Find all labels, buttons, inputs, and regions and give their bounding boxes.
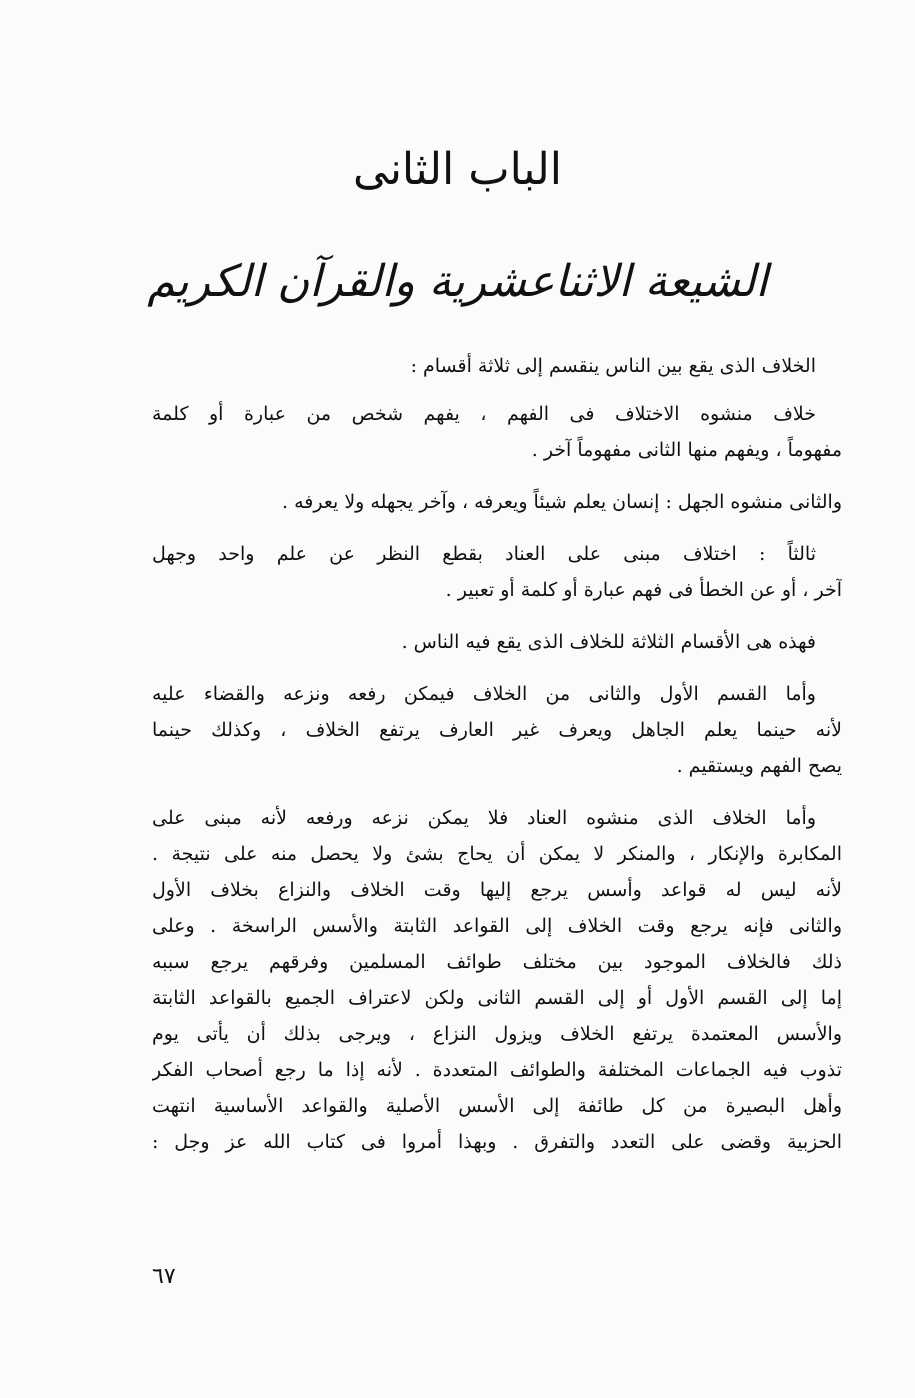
- text-line: الخلاف الذى يقع بين الناس ينقسم إلى ثلاثة أقسام :: [410, 355, 816, 377]
- text-line: تذوب فيه الجماعات المختلفة والطوائف المتعددة . لأنه إذا ما رجع أصحاب الفكر: [152, 1059, 842, 1081]
- body-text: [152, 348, 842, 1160]
- page-number: ٦٧: [152, 1264, 176, 1289]
- text-line: ذلك فالخلاف الموجود بين مختلف طوائف المسلمين وفرقهم يرجع سببه: [152, 951, 842, 973]
- paragraph: [152, 800, 842, 1160]
- paragraph: [152, 624, 842, 660]
- text-line: المكابرة والإنكار ، والمنكر لا يمكن أن يحاج بشئ ولا يحصل منه على نتيجة .: [152, 843, 842, 865]
- text-line: وأهل البصيرة من كل طائفة إلى الأسس الأصلية والقواعد الأساسية انتهت: [152, 1095, 842, 1117]
- text-line: وأما القسم الأول والثانى من الخلاف فيمكن رفعه ونزعه والقضاء عليه: [152, 683, 816, 705]
- text-line: لأنه ليس له قواعد وأسس يرجع إليها وقت الخلاف والنزاع بخلاف الأول: [152, 879, 842, 901]
- text-line: وأما الخلاف الذى منشوه العناد فلا يمكن نزعه ورفعه لأنه مبنى على: [152, 807, 816, 829]
- paragraph: [152, 676, 842, 784]
- paragraph: [152, 484, 842, 520]
- text-line: لأنه حينما يعلم الجاهل ويعرف غير العارف يرتفع الخلاف ، وكذلك حينما: [152, 719, 842, 741]
- text-line: والأسس المعتمدة يرتفع الخلاف ويزول النزاع ، ويرجى بذلك أن يأتى يوم: [152, 1023, 842, 1045]
- text-line: والثانى فإنه يرجع وقت الخلاف إلى القواعد الثابتة والأسس الراسخة . وعلى: [152, 915, 842, 937]
- text-line: فهذه هى الأقسام الثلاثة للخلاف الذى يقع فيه الناس .: [401, 631, 816, 653]
- text-line: آخر ، أو عن الخطأ فى فهم عبارة أو كلمة أو تعبير .: [445, 579, 842, 601]
- text-line: الحزبية وقضى على التعدد والتفرق . وبهذا أمروا فى كتاب الله عز وجل :: [152, 1131, 842, 1153]
- text-line: ثالثاً : اختلاف مبنى على العناد بقطع النظر عن علم واحد وجهل: [152, 543, 816, 565]
- text-line: يصح الفهم ويستقيم .: [676, 755, 842, 777]
- paragraph: [152, 348, 842, 384]
- text-line: والثانى منشوه الجهل : إنسان يعلم شيئاً ويعرفه ، وآخر يجهله ولا يعرفه .: [282, 491, 842, 513]
- text-line: خلاف منشوه الاختلاف فى الفهم ، يفهم شخص من عبارة أو كلمة: [152, 403, 816, 425]
- text-line: إما إلى القسم الأول أو إلى القسم الثانى ولكن لاعتراف الجميع بالقواعد الثابتة: [152, 987, 842, 1009]
- paragraph: [152, 396, 842, 468]
- text-line: مفهوماً ، ويفهم منها الثانى مفهوماً آخر .: [531, 439, 842, 461]
- chapter-title: الباب الثانى: [353, 144, 562, 195]
- chapter-subtitle: الشيعة الاثناعشرية والقرآن الكريم: [147, 256, 768, 307]
- paragraph: [152, 536, 842, 608]
